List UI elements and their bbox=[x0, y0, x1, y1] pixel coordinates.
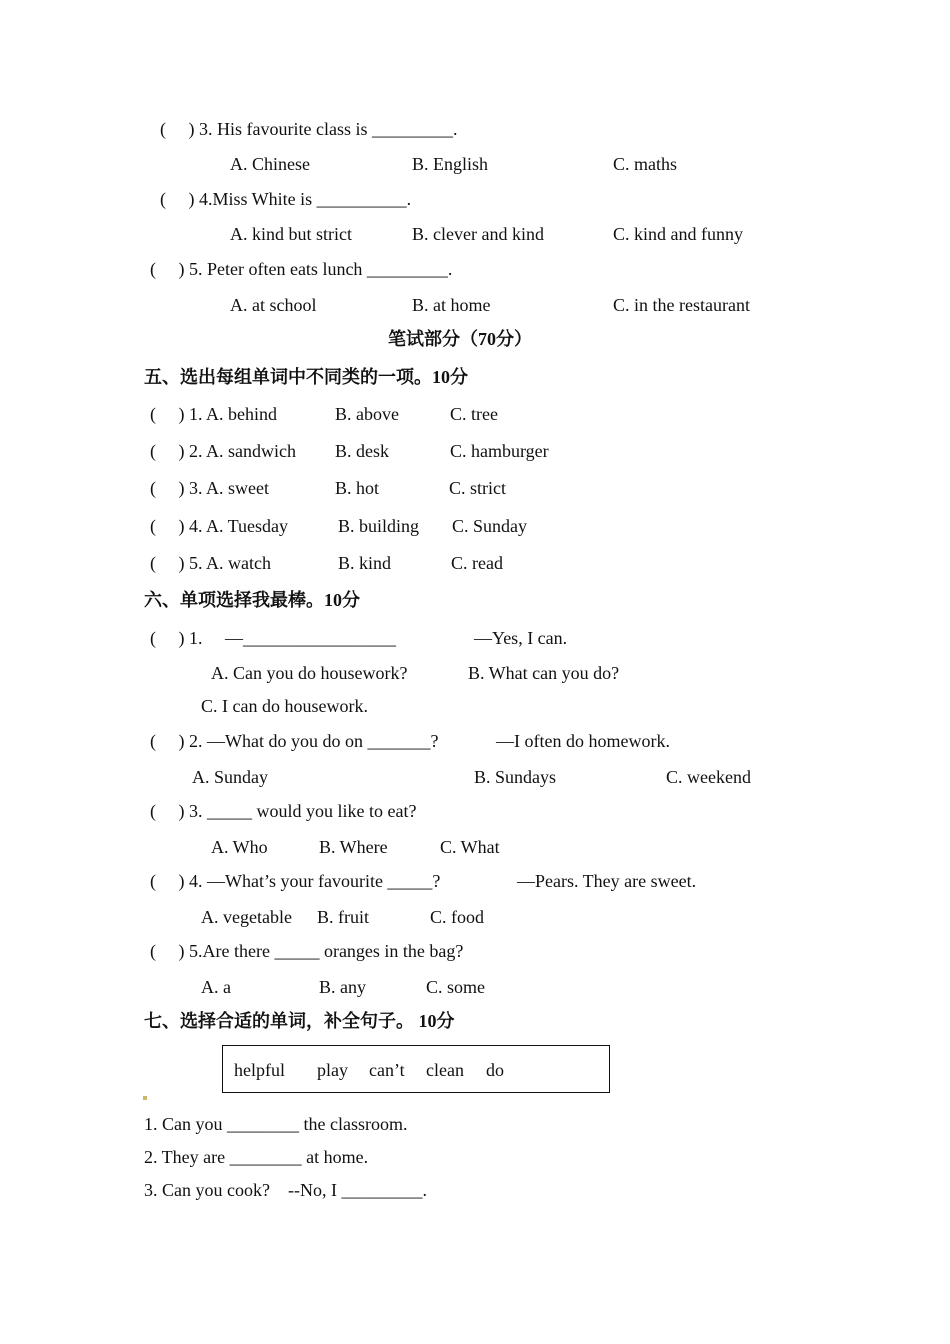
s5-q5-option-b: B. kind bbox=[338, 553, 392, 573]
s6-q4-option-a: A. vegetable bbox=[201, 907, 292, 927]
s5-q5-option-c: C. read bbox=[451, 553, 503, 573]
word-bank-word: clean bbox=[426, 1060, 464, 1080]
decorative-dot bbox=[143, 1096, 147, 1100]
s6-q5-option-c: C. some bbox=[426, 977, 486, 997]
s5-q5: ( ) 5. A. watch bbox=[150, 553, 271, 573]
s6-q2: ( ) 2. —What do you do on _______? bbox=[150, 731, 439, 751]
s6-q3-option-c: C. What bbox=[440, 837, 500, 857]
s6-q3-option-a: A. Who bbox=[211, 837, 268, 857]
listening-q3: ( ) 3. His favourite class is _________. bbox=[160, 119, 458, 139]
s6-q2-option-a: A. Sunday bbox=[192, 767, 268, 787]
s5-q3-option-b: B. hot bbox=[335, 478, 380, 498]
s5-q4: ( ) 4. A. Tuesday bbox=[150, 516, 289, 536]
s5-q2-option-c: C. hamburger bbox=[450, 441, 549, 461]
s5-q4-option-c: C. Sunday bbox=[452, 516, 528, 536]
s6-q4-option-b: B. fruit bbox=[317, 907, 369, 927]
s6-q5-option-a: A. a bbox=[201, 977, 231, 997]
s6-q1-option-a: A. Can you do housework? bbox=[211, 663, 408, 683]
listening-q5-option-a: A. at school bbox=[230, 295, 317, 315]
s6-q3-option-b: B. Where bbox=[319, 837, 388, 857]
listening-q3-option-a: A. Chinese bbox=[230, 154, 310, 174]
word-bank-box bbox=[222, 1045, 610, 1093]
s6-q3: ( ) 3. _____ would you like to eat? bbox=[150, 801, 417, 821]
s5-q1-option-c: C. tree bbox=[450, 404, 498, 424]
s6-q5-option-b: B. any bbox=[319, 977, 366, 997]
listening-q5-option-b: B. at home bbox=[412, 295, 491, 315]
listening-q4: ( ) 4.Miss White is __________. bbox=[160, 189, 412, 209]
s6-q2-option-b: B. Sundays bbox=[474, 767, 557, 787]
listening-q4-option-b: B. clever and kind bbox=[412, 224, 544, 244]
s6-q5: ( ) 5.Are there _____ oranges in the bag? bbox=[150, 941, 464, 961]
s6-q2-option-c: C. weekend bbox=[666, 767, 751, 787]
written-part-title: 笔试部分（70分） bbox=[388, 329, 532, 349]
section6-title: 六、单项选择我最棒。10分 bbox=[144, 590, 360, 610]
s6-q4-option-c: C. food bbox=[430, 907, 484, 927]
s7-sentence-1: 1. Can you ________ the classroom. bbox=[144, 1114, 408, 1134]
listening-q5-option-c: C. in the restaurant bbox=[613, 295, 750, 315]
s5-q4-option-b: B. building bbox=[338, 516, 420, 536]
s6-q1-option-b: B. What can you do? bbox=[468, 663, 620, 683]
section5-title: 五、选出每组单词中不同类的一项。10分 bbox=[144, 367, 468, 387]
listening-q4-option-c: C. kind and funny bbox=[613, 224, 743, 244]
s5-q1: ( ) 1. A. behind bbox=[150, 404, 277, 424]
s6-q4: ( ) 4. —What’s your favourite _____? bbox=[150, 871, 441, 891]
s5-q1-option-b: B. above bbox=[335, 404, 399, 424]
s5-q3-option-c: C. strict bbox=[449, 478, 506, 498]
s7-sentence-2: 2. They are ________ at home. bbox=[144, 1147, 369, 1167]
s7-sentence-3: 3. Can you cook? --No, I _________. bbox=[144, 1180, 427, 1200]
listening-q3-option-c: C. maths bbox=[613, 154, 678, 174]
listening-q4-option-a: A. kind but strict bbox=[230, 224, 352, 244]
s6-q1: ( ) 1. —_________________ bbox=[150, 628, 396, 648]
section7-title: 七、选择合适的单词，补全句子。 10分 bbox=[144, 1011, 455, 1031]
s5-q2-option-b: B. desk bbox=[335, 441, 389, 461]
word-bank-word: do bbox=[486, 1060, 504, 1080]
word-bank-word: can’t bbox=[369, 1060, 405, 1080]
word-bank-word: play bbox=[317, 1060, 348, 1080]
s6-q1-answer: —Yes, I can. bbox=[474, 628, 568, 648]
listening-q5: ( ) 5. Peter often eats lunch _________. bbox=[150, 259, 453, 279]
s6-q1-option-c: C. I can do housework. bbox=[201, 696, 368, 716]
listening-q3-option-b: B. English bbox=[412, 154, 489, 174]
s6-q2-answer: —I often do homework. bbox=[496, 731, 670, 751]
s6-q4-answer: —Pears. They are sweet. bbox=[517, 871, 697, 891]
s5-q2: ( ) 2. A. sandwich bbox=[150, 441, 296, 461]
s5-q3: ( ) 3. A. sweet bbox=[150, 478, 269, 498]
word-bank-word: helpful bbox=[234, 1060, 285, 1080]
